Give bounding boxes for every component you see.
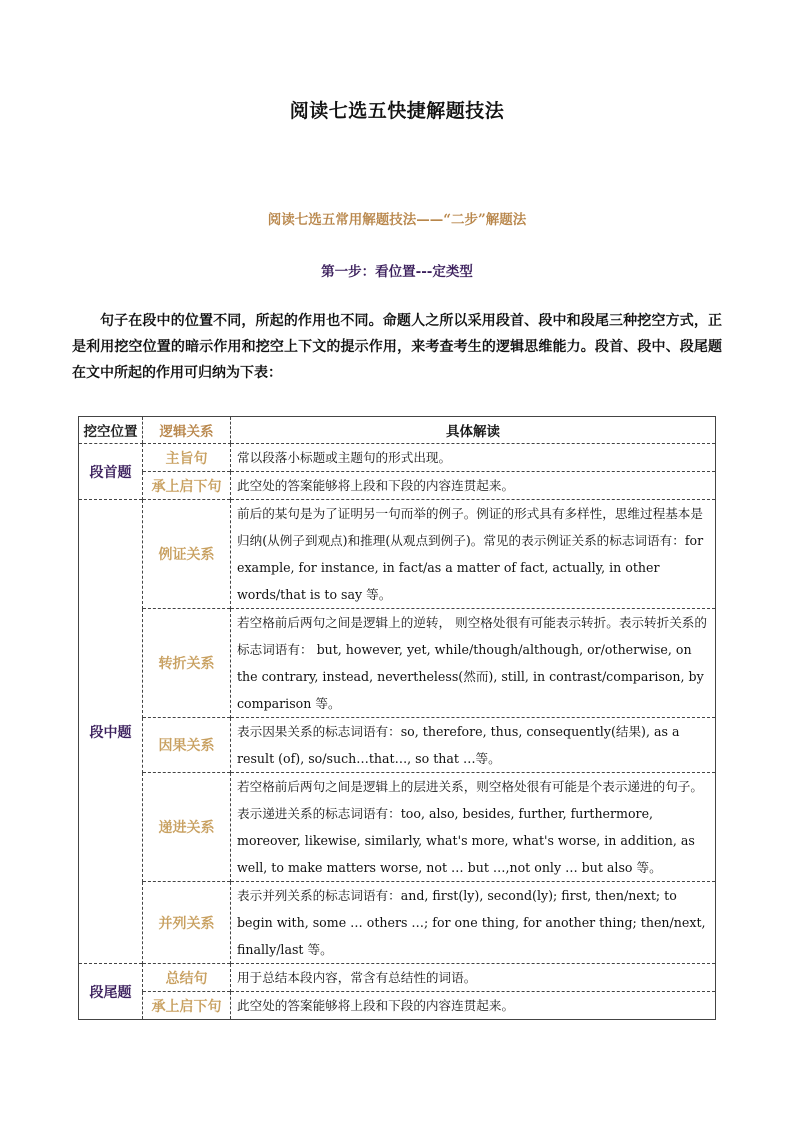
table-row [79, 609, 716, 718]
relation-cell: 例证关系 [143, 500, 231, 609]
explanation-cell: 此空处的答案能够将上段和下段的内容连贯起来。 [231, 992, 716, 1020]
header-relation: 逻辑关系 [143, 417, 231, 444]
explanation-cell: 表示因果关系的标志词语有：so, therefore, thus, consequently(结果), as a result (of), so/such…that…, so that …等。 [231, 718, 716, 773]
explanation-cell: 用于总结本段内容，常含有总结性的词语。 [231, 964, 716, 992]
table-row [79, 444, 716, 472]
table-row [79, 992, 716, 1020]
explanation-cell: 此空处的答案能够将上段和下段的内容连贯起来。 [231, 472, 716, 500]
header-position: 挖空位置 [79, 417, 143, 444]
explanation-cell: 若空格前后两句之间是逻辑上的层进关系，则空格处很有可能是个表示递进的句子。表示递进关系的标志词语有：too, also, besides, further, furthermore, moreover, likewise, similarly, what's more, what's worse, in addition, as well, to make matters worse, not … but …,not only … but also 等。 [231, 773, 716, 882]
strategy-table [78, 416, 716, 1020]
intro-paragraph: 句子在段中的位置不同，所起的作用也不同。命题人之所以采用段首、段中和段尾三种挖空方式，正是利用挖空位置的暗示作用和挖空上下文的提示作用，来考查考生的逻辑思维能力。段首、段中、段尾题在文中所起的作用可归纳为下表： [72, 313, 722, 381]
relation-cell: 承上启下句 [143, 472, 231, 500]
table-row [79, 472, 716, 500]
position-cell: 段首题 [89, 464, 132, 481]
table-header-row [79, 417, 716, 444]
relation-cell: 递进关系 [143, 773, 231, 882]
section-subtitle: 阅读七选五常用解题技法——“二步”解题法 [267, 212, 527, 228]
table-row [79, 500, 716, 609]
table-row [79, 773, 716, 882]
explanation-cell: 前后的某句是为了证明另一句而举的例子。例证的形式具有多样性，思维过程基本是归纳(从例子到观点)和推理(从观点到例子)。常见的表示例证关系的标志词语有：for example, for instance, in fact/as a matter of fact, actually, in other words/that is to say 等。 [231, 500, 716, 609]
table-row [79, 964, 716, 992]
explanation-cell: 表示并列关系的标志词语有：and, first(ly), second(ly); first, then/next; to begin with, some … others …; for one thing, for another thing; then/next, finally/last 等。 [231, 882, 716, 964]
relation-cell: 主旨句 [143, 444, 231, 472]
document-title: 阅读七选五快捷解题技法 [289, 100, 505, 122]
position-cell: 段中题 [79, 500, 143, 964]
relation-cell: 因果关系 [143, 718, 231, 773]
explanation-cell: 若空格前后两句之间是逻辑上的逆转， 则空格处很有可能表示转折。表示转折关系的标志词语有： but, however, yet, while/though/although, or/otherwise, on the contrary, instead, nevertheless(然而), still, in contrast/comparison, by comparison 等。 [231, 609, 716, 718]
relation-cell: 转折关系 [143, 609, 231, 718]
relation-cell: 并列关系 [143, 882, 231, 964]
relation-cell: 总结句 [143, 964, 231, 992]
step-heading: 第一步：看位置---定类型 [321, 264, 473, 280]
explanation-cell: 常以段落小标题或主题句的形式出现。 [231, 444, 716, 472]
table-row [79, 882, 716, 964]
position-cell: 段尾题 [79, 964, 143, 1020]
header-explanation: 具体解读 [231, 417, 716, 444]
relation-cell: 承上启下句 [143, 992, 231, 1020]
table-row [79, 718, 716, 773]
